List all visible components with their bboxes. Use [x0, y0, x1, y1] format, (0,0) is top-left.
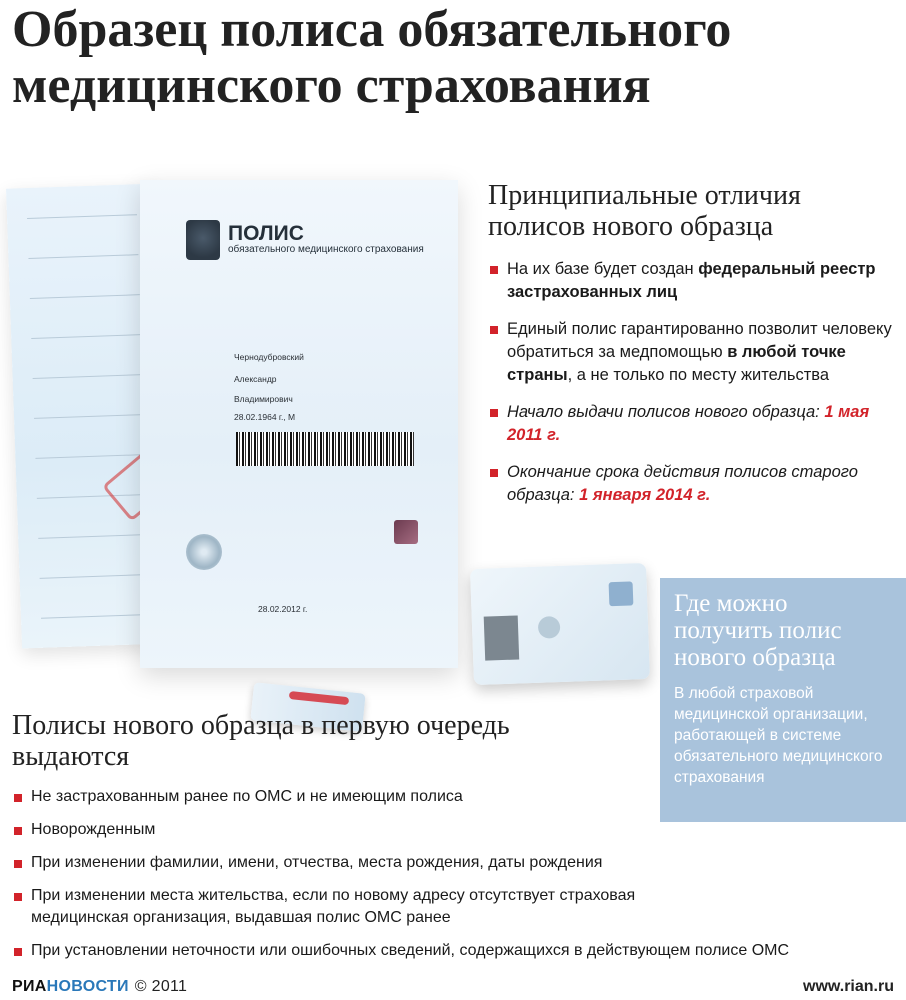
- differences-list: [488, 258, 898, 507]
- list-item: Окончание срока действия полисов старого образца: 1 января 2014 г.: [488, 461, 898, 507]
- plastic-card-image: [470, 563, 650, 685]
- footer: [12, 978, 894, 998]
- list-item: При установлении неточности или ошибочных сведений, содержащихся в действующем полисе ОМС: [12, 940, 892, 962]
- policy-subtitle: обязательного медицинского страхования: [228, 244, 424, 255]
- policy-patronymic: Владимирович: [234, 394, 293, 404]
- where-text: В любой страховой медицинской организации, работающей в системе обязательного медицинского страхования: [674, 685, 883, 786]
- list-item: При изменении места жительства, если по новому адресу отсутствует страховая медицинская организация, выдавшая полис ОМС ранее: [12, 885, 652, 929]
- emblem-icon: [186, 220, 220, 260]
- where-title: Где можно получить полис нового образца: [674, 590, 842, 671]
- list-item: При изменении фамилии, имени, отчества, места рождения, даты рождения: [12, 852, 892, 874]
- photo-icon: [484, 615, 520, 660]
- card-strip-icon: [289, 691, 350, 705]
- list-item: Не застрахованным ранее по ОМС и не имеющим полиса: [12, 786, 892, 808]
- list-item: Начало выдачи полисов нового образца: 1 мая 2011 г.: [488, 401, 898, 447]
- site-link[interactable]: www.rian.ru: [803, 978, 894, 995]
- policy-sheet-image: [140, 180, 458, 668]
- chip-icon: [394, 520, 418, 544]
- differences-section: [488, 180, 898, 521]
- differences-title: Принципиальные отличия полисов нового образца: [488, 180, 801, 242]
- copyright: © 2011: [134, 978, 188, 995]
- hologram-icon: [538, 616, 561, 639]
- barcode-icon: [236, 432, 414, 466]
- list-item: Единый полис гарантированно позволит человеку обратиться за медпомощью в любой точке страны, а не только по месту жительства: [488, 318, 898, 387]
- chip-icon: [609, 581, 634, 606]
- priority-list: [12, 786, 892, 962]
- policy-word: ПОЛИС: [228, 222, 304, 245]
- policy-issue-date: 28.02.2012 г.: [258, 604, 308, 614]
- policy-birth: 28.02.1964 г., М: [234, 412, 296, 422]
- priority-section: [12, 710, 892, 973]
- policy-surname: Чернодубровский: [234, 352, 304, 362]
- priority-title: Полисы нового образца в первую очередь выдаются: [12, 710, 510, 772]
- policy-name: Александр: [234, 374, 277, 384]
- list-item: На их базе будет создан федеральный реестр застрахованных лиц: [488, 258, 898, 304]
- page-title: Образец полиса обязательного медицинского страхования: [12, 1, 732, 114]
- list-item: Новорожденным: [12, 819, 892, 841]
- hologram-icon: [186, 534, 222, 570]
- ria-novosti-logo: РИАНОВОСТИ © 2011: [12, 978, 188, 995]
